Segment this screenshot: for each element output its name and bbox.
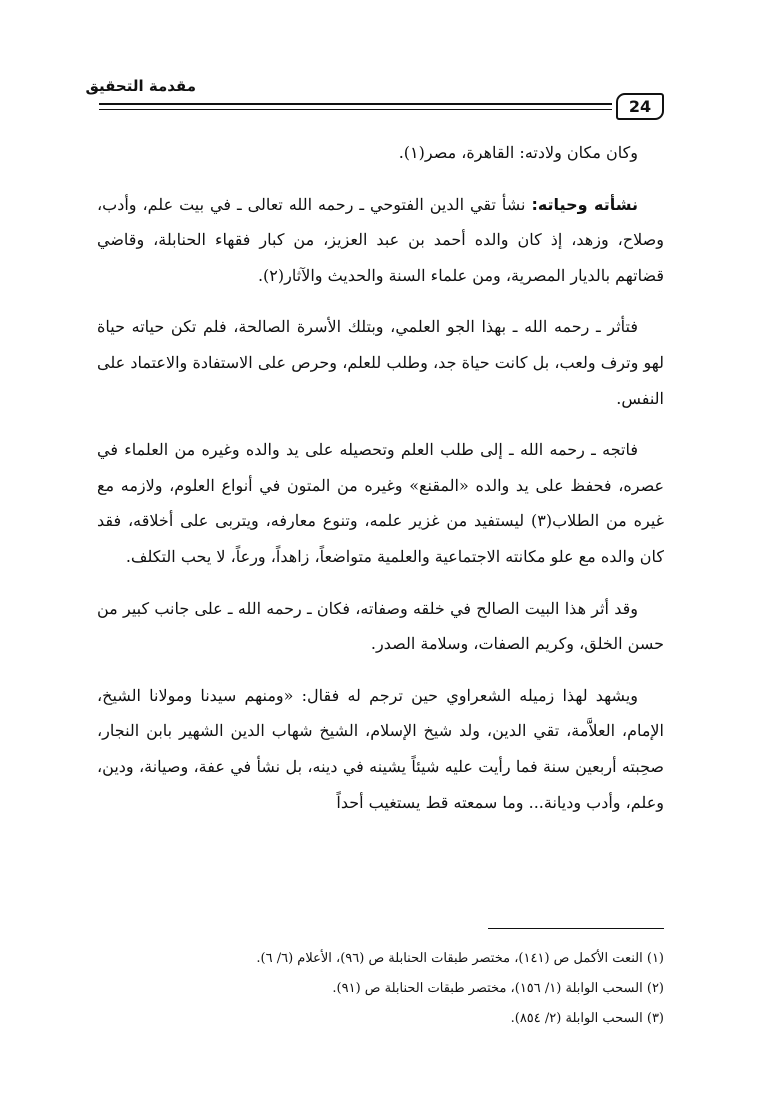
- running-title: مقدمة التحقيق: [85, 77, 196, 95]
- body-text: [97, 135, 664, 820]
- footnote-2: (٢) السحب الوابلة (١/ ١٥٦)، مختصر طبقات الحنابلة ص (٩١).: [332, 981, 664, 996]
- footnote-3: (٣) السحب الوابلة (٢/ ٨٥٤).: [510, 1011, 664, 1026]
- header-rule-thin: [99, 109, 612, 110]
- paragraph-influence: فتأثر ـ رحمه الله ـ بهذا الجو العلمي، وبتلك الأسرة الصالحة، فلم تكن حياته حياة لهو وترف ولعب، بل كانت حياة جد، وطلب للعلم، وحرص على الاستفادة والاعتماد على النفس.: [97, 317, 664, 408]
- paragraph-study: فاتجه ـ رحمه الله ـ إلى طلب العلم وتحصيله على يد والده وغيره من العلماء في عصره، فحفظ على يد والده «المقنع» وغيره من المتون في أنواع العلوم، ولازمه مع غيره من الطلاب(٣) ليستفيد من غزير علمه، وتنوع معارفه، ويتربى على أخلاقه، فقد كان والده مع علو مكانته الاجتماعية والعلمية متواضعاً، زاهداً، ورعاً، لا يحب التكلف.: [97, 440, 665, 566]
- footnotes: [97, 944, 664, 1034]
- paragraph-upbringing-text: نشأ تقي الدين الفتوحي ـ رحمه الله تعالى ـ في بيت علم، وأدب، وصلاح، وزهد، إذ كان والده أحمد بن عبد العزيز، من كبار فقهاء الحنابلة، وقاضي قضاتهم بالديار المصرية، ومن علماء السنة والحديث والآثار(٢).: [97, 194, 664, 285]
- page-number: 24: [616, 93, 664, 120]
- paragraph-birthplace: وكان مكان ولادته: القاهرة، مصر(١).: [398, 143, 638, 162]
- footnote-1: (١) النعت الأكمل ص (١٤١)، مختصر طبقات الحنابلة ص (٩٦)، الأعلام (٦/ ٦).: [256, 951, 664, 966]
- paragraph-testimony: ويشهد لهذا زميله الشعراوي حين ترجم له فقال: «ومنهم سيدنا ومولانا الشيخ، الإمام، العلاَّمة، تقي الدين، ولد شيخ الإسلام، الشيخ شهاب الدين الشهير بابن النجار، صحِبته أربعين سنة فما رأيت عليه شيئاً يشينه في دينه، بل نشأ في عفة، وصيانة، ودين، وعلم، وأدب وديانة... وما سمعته قط يستغيب أحداً: [97, 685, 664, 812]
- paragraph-character: وقد أثر هذا البيت الصالح في خلقه وصفاته، فكان ـ رحمه الله ـ على جانب كبير من حسن الخلق، وكريم الصفات، وسلامة الصدر.: [97, 598, 664, 654]
- footnote-rule: [488, 928, 664, 929]
- paragraph-upbringing: [97, 187, 664, 294]
- header-rule-thick: [99, 103, 612, 105]
- section-term: نشأته وحياته:: [531, 194, 639, 214]
